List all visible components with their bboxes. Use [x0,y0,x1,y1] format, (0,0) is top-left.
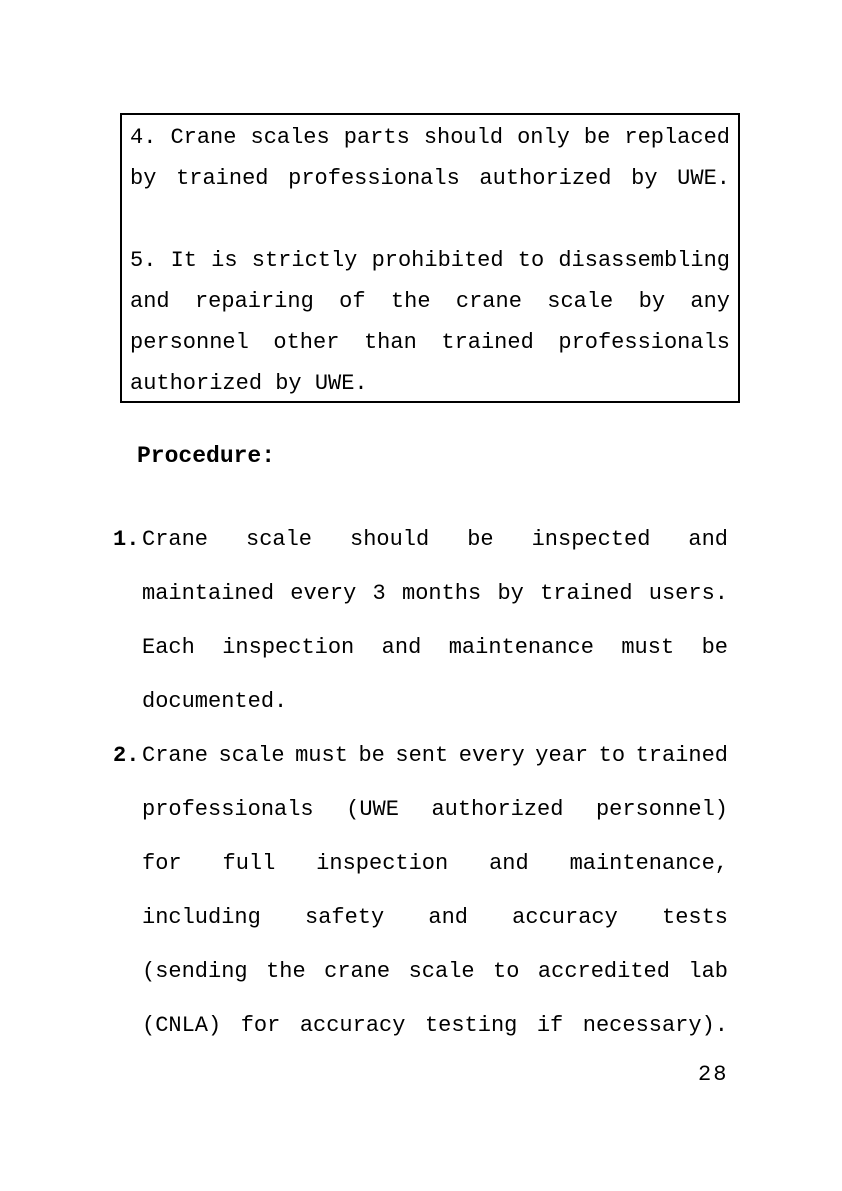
text-line: documented. [142,689,288,714]
procedure-steps [113,513,728,1053]
step-2-text [142,729,728,1053]
step-2-number: 2. [113,743,140,768]
text-line: maintained every 3 months by trained users. [142,581,728,606]
text-line: 5. It is strictly prohibited to disassembling [130,248,730,273]
text-line: (sending the crane scale to accredited lab [142,959,728,984]
safety-notice-box [120,113,740,403]
text-line: professionals (UWE authorized personnel) [142,797,728,822]
text-line: by trained professionals authorized by UWE. [130,166,730,191]
text-line: for full inspection and maintenance, [142,851,728,876]
text-line: (CNLA) for accuracy testing if necessary). [142,1013,728,1038]
text-line: including safety and accuracy tests [142,905,728,930]
page-number: 28 [698,1062,729,1087]
procedure-step-2 [113,729,728,1053]
text-line: 4. Crane scales parts should only be replaced [130,125,730,150]
notice-item-4 [130,117,730,199]
procedure-step-1 [113,513,728,729]
step-1-text [142,513,728,729]
text-line: personnel other than trained professionals [130,330,730,355]
text-line: Each inspection and maintenance must be [142,635,728,660]
procedure-heading: Procedure: [137,443,276,469]
notice-item-5 [130,240,730,404]
text-line: Crane scale must be sent every year to trained [142,743,728,768]
text-line: Crane scale should be inspected and [142,527,728,552]
step-1-number: 1. [113,527,140,552]
text-line: authorized by UWE. [130,371,368,396]
text-line: and repairing of the crane scale by any [130,289,730,314]
